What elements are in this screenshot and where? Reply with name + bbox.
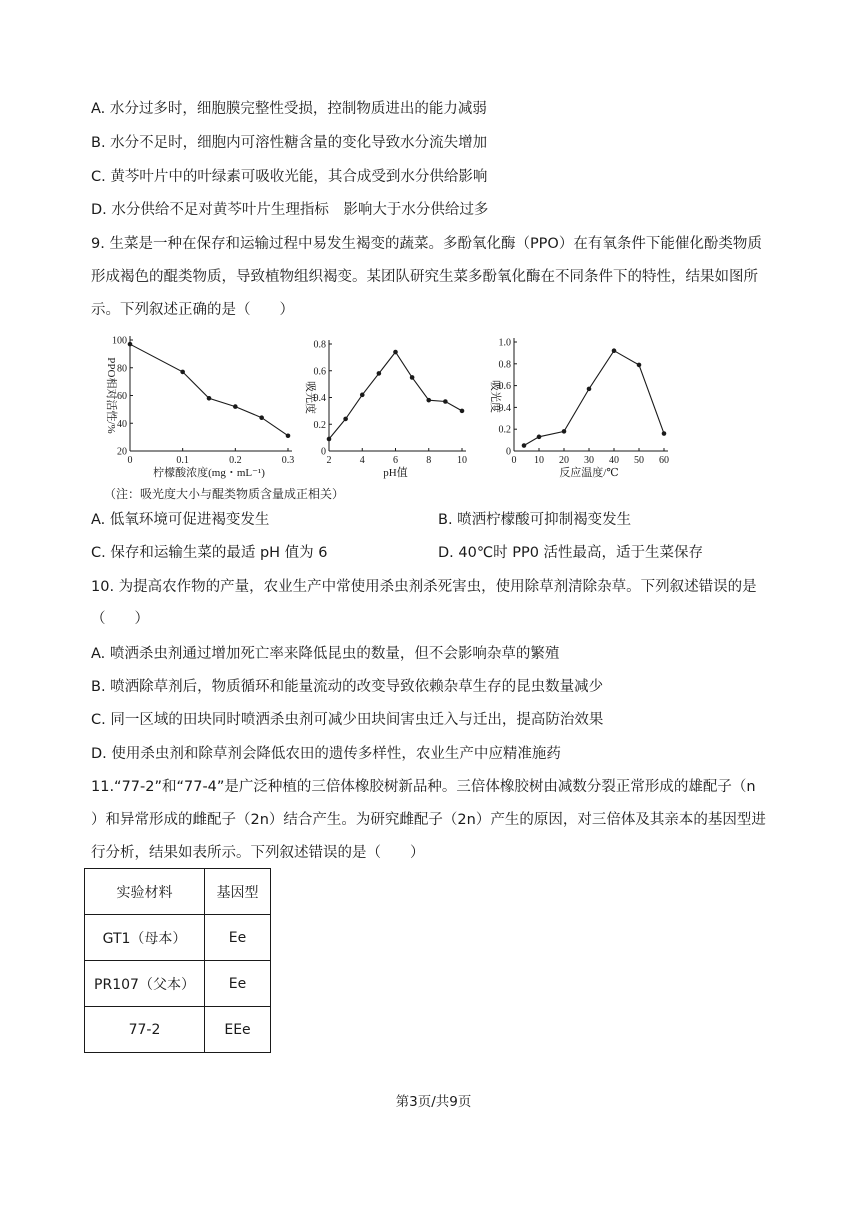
x-tick-label: 60 — [659, 455, 669, 466]
x-axis-label: 柠檬酸浓度(mg・mL⁻¹) — [153, 467, 265, 479]
y-axis-label: PPO相对活性/% — [105, 357, 117, 434]
q9-option-d: D. 40℃时 PP0 活性最高，适于生菜保存 — [438, 545, 704, 561]
q11-stem-line-3: 行分析，结果如表所示。下列叙述错误的是（ ） — [91, 845, 425, 861]
q10-stem-line-2: （ ） — [91, 611, 149, 627]
table-cell: 77-2 — [85, 1007, 205, 1053]
table-row — [85, 961, 271, 1007]
q10-stem-line-1: 10. 为提高农作物的产量，农业生产中常使用杀虫剂杀死害虫，使用除草剂清除杂草。下列叙述错误的是 — [91, 579, 757, 595]
x-tick-label: 2 — [326, 455, 332, 466]
x-tick-label: 50 — [634, 455, 644, 466]
q9-stem-line-1: 9. 生菜是一种在保存和运输过程中易发生褐变的蔬菜。多酚氧化酶（PPO）在有氧条件下能催化酚类物质 — [91, 236, 762, 252]
y-axis-label: 吸光度 — [489, 380, 501, 413]
x-tick-label: 10 — [534, 455, 544, 466]
y-tick-label: 1.0 — [498, 337, 511, 349]
q8-option-c: C. 黄芩叶片中的叶绿素可吸收光能，其合成受到水分供给影响 — [91, 169, 488, 185]
data-point — [410, 375, 415, 380]
data-point — [233, 404, 238, 409]
chart-ppo-citric-acid-svg — [96, 330, 301, 480]
x-tick-label: 0 — [511, 455, 517, 466]
data-point — [662, 431, 667, 436]
data-point — [562, 429, 567, 434]
x-tick-label: 30 — [584, 455, 594, 466]
table-cell: Ee — [205, 961, 271, 1007]
chart-absorbance-ph-svg — [300, 330, 480, 480]
q9-option-b: B. 喷洒柠檬酸可抑制褐变发生 — [438, 512, 632, 528]
x-tick-label: 0.1 — [176, 455, 189, 466]
y-tick-label: 20 — [117, 446, 127, 458]
y-tick-label: 80 — [117, 363, 127, 375]
y-tick-label: 0.4 — [313, 393, 326, 404]
y-axis-label: 吸光度 — [304, 381, 316, 414]
q11-stem-line-1: 11.“77-2”和“77-4”是广泛种植的三倍体橡胶树新品种。三倍体橡胶树由减数分裂正常形成的雄配子（n — [91, 779, 756, 795]
data-point — [587, 387, 592, 392]
y-tick-label: 0.6 — [498, 381, 511, 393]
q8-option-d: D. 水分供给不足对黄芩叶片生理指标 影响大于水分供给过多 — [91, 202, 489, 218]
chart-note: （注：吸光度大小与醌类物质含量成正相关） — [104, 487, 345, 501]
q8-option-a: A. 水分过多时，细胞膜完整性受损，控制物质进出的能力减弱 — [91, 101, 487, 117]
q10-option-a: A. 喷洒杀虫剂通过增加死亡率来降低昆虫的数量，但不会影响杂草的繁殖 — [91, 646, 560, 662]
table-cell: Ee — [205, 915, 271, 961]
x-axis-label: pH值 — [383, 467, 408, 479]
q10-option-c: C. 同一区域的田块同时喷洒杀虫剂可减少田块间害虫迁入与迁出，提高防治效果 — [91, 712, 604, 728]
table-cell: EEe — [205, 1007, 271, 1053]
data-point — [522, 443, 527, 448]
data-point — [180, 370, 185, 375]
x-tick-label: 10 — [457, 455, 467, 466]
x-tick-label: 0 — [127, 455, 133, 466]
data-point — [537, 435, 542, 440]
x-tick-label: 0.3 — [281, 455, 295, 466]
x-tick-label: 8 — [426, 455, 432, 466]
series-line — [130, 344, 288, 436]
series-line — [329, 352, 462, 439]
data-point — [343, 417, 348, 422]
data-point — [443, 399, 448, 404]
q10-option-b: B. 喷洒除草剂后，物质循环和能量流动的改变导致依赖杂草生存的昆虫数量减少 — [91, 679, 604, 695]
data-point — [286, 433, 291, 438]
data-point — [207, 396, 212, 401]
data-point — [393, 350, 398, 355]
y-tick-label: 0.8 — [498, 359, 511, 371]
data-point — [637, 363, 642, 368]
y-tick-label: 40 — [117, 418, 127, 430]
data-point — [377, 371, 382, 376]
table-header-cell: 实验材料 — [85, 869, 205, 915]
chart-ppo-citric-acid — [96, 330, 301, 480]
data-point — [460, 409, 465, 414]
data-point — [612, 348, 617, 353]
y-tick-label: 0.6 — [313, 366, 326, 378]
table-header-cell: 基因型 — [205, 869, 271, 915]
q9-stem-line-2: 形成褐色的醌类物质，导致植物组织褐变。某团队研究生菜多酚氧化酶在不同条件下的特性，结果如图所 — [91, 269, 758, 285]
y-tick-label: 100 — [112, 335, 127, 347]
series-line — [524, 351, 664, 446]
q11-stem-line-2: ）和异常形成的雌配子（2n）结合产生。为研究雌配子（2n）产生的原因，对三倍体及其亲本的基因型进 — [91, 812, 766, 828]
y-tick-label: 0.4 — [498, 402, 511, 414]
q9-stem-line-3: 示。下列叙述正确的是（ ） — [91, 302, 294, 318]
q10-option-d: D. 使用杀虫剂和除草剂会降低农田的遗传多样性，农业生产中应精准施药 — [91, 746, 561, 762]
y-tick-label: 0 — [506, 446, 511, 458]
q8-option-b: B. 水分不足时，细胞内可溶性糖含量的变化导致水分流失增加 — [91, 135, 488, 151]
x-tick-label: 40 — [609, 455, 619, 466]
data-point — [327, 437, 332, 442]
x-tick-label: 0.2 — [229, 455, 242, 466]
y-tick-label: 0.8 — [313, 339, 326, 351]
y-tick-label: 0 — [321, 446, 326, 458]
chart-absorbance-temperature-svg — [478, 330, 678, 480]
table-row — [85, 1007, 271, 1053]
table-cell: GT1（母本） — [85, 915, 205, 961]
data-point — [360, 393, 365, 398]
table-cell: PR107（父本） — [85, 961, 205, 1007]
data-point — [259, 415, 264, 420]
table-row — [85, 915, 271, 961]
table-header-row — [85, 869, 271, 915]
q9-option-a: A. 低氧环境可促进褐变发生 — [91, 512, 270, 528]
data-point — [426, 398, 431, 403]
page-footer: 第3页/共9页 — [395, 1094, 472, 1110]
x-tick-label: 6 — [393, 455, 398, 466]
x-tick-label: 20 — [559, 455, 569, 466]
chart-absorbance-temperature — [478, 330, 678, 480]
y-tick-label: 0.2 — [498, 424, 511, 436]
y-tick-label: 0.2 — [313, 419, 326, 431]
x-axis-label: 反应温度/℃ — [559, 467, 619, 479]
data-point — [128, 342, 133, 347]
chart-absorbance-ph — [300, 330, 480, 480]
q9-option-c: C. 保存和运输生菜的最适 pH 值为 6 — [91, 545, 328, 561]
genotype-table — [84, 868, 271, 1053]
y-tick-label: 60 — [117, 391, 127, 402]
x-tick-label: 4 — [359, 455, 365, 466]
